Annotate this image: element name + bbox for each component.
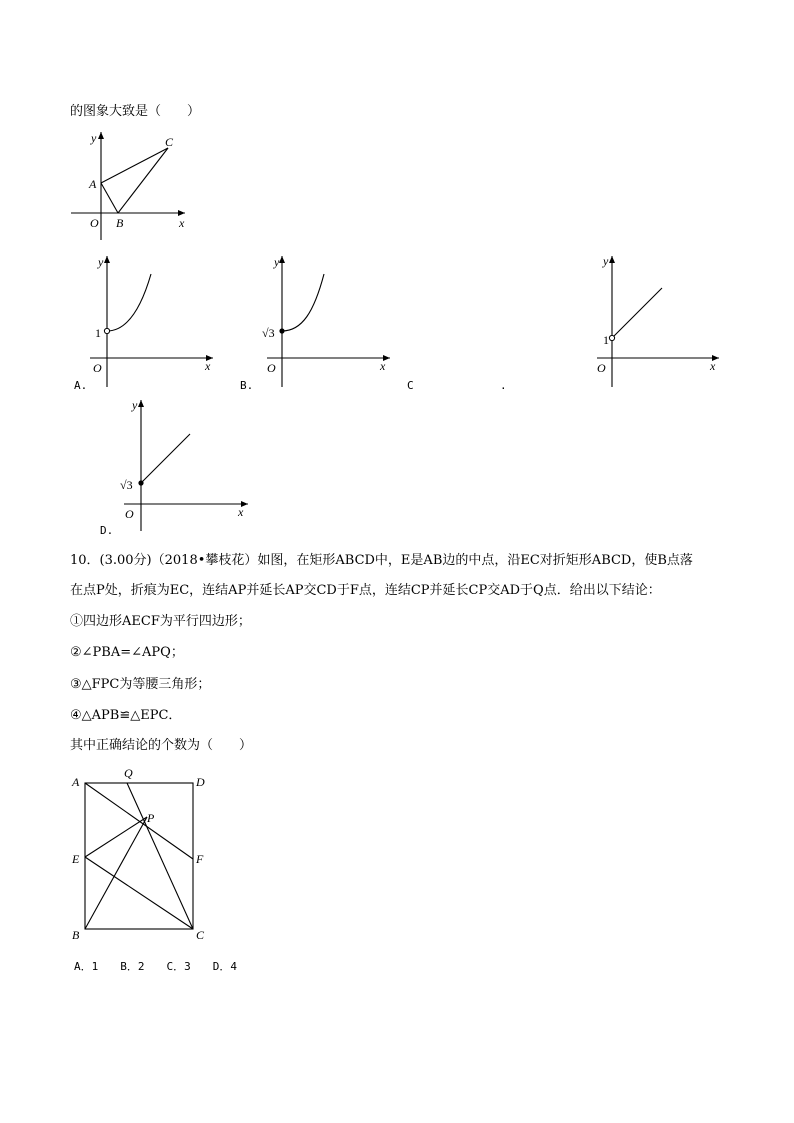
q10-answer-choices: A．1 B．2 C．3 D．4	[74, 960, 237, 973]
q10-fig-point-f: F	[196, 852, 204, 866]
q10-fig-point-q: Q	[124, 766, 133, 780]
q9-fig-point-c: C	[165, 135, 174, 149]
option-c-x-label: x	[710, 359, 716, 373]
option-c-graph	[595, 252, 725, 387]
q10-conclusion-4: ④△APB≌△EPC．	[70, 708, 182, 723]
option-a-x-label: x	[205, 359, 211, 373]
q10-conclusion-3: ③△FPC为等腰三角形；	[70, 677, 211, 692]
option-b-x-label: x	[380, 359, 386, 373]
option-d-graph	[120, 396, 255, 531]
q9-fig-origin-label: O	[90, 216, 99, 230]
option-c-dot: .	[500, 379, 507, 392]
q10-fig-point-a: A	[72, 775, 80, 789]
option-c-letter: C	[407, 379, 414, 392]
option-c-intercept-label: 1	[603, 333, 609, 347]
option-b-intercept-label: √3	[262, 326, 275, 340]
q9-fig-y-label: y	[91, 131, 97, 145]
option-c-origin-label: O	[597, 361, 606, 375]
q9-fig-point-b: B	[116, 216, 124, 230]
q10-stem-line-1: 10．(3.00分)（2018•攀枝花）如图，在矩形ABCD中，E是AB边的中点，沿EC对折矩形ABCD，使B点落	[70, 553, 693, 568]
option-b-letter: B.	[240, 379, 254, 392]
q9-triangle-figure	[65, 128, 195, 238]
option-a-origin-label: O	[93, 361, 102, 375]
option-a-y-label: y	[98, 255, 104, 269]
option-b-origin-label: O	[267, 361, 276, 375]
option-b-graph	[262, 252, 392, 387]
option-d-origin-label: O	[125, 507, 134, 521]
option-d-x-label: x	[238, 505, 244, 519]
option-a-intercept-label: 1	[95, 326, 101, 340]
q10-conclusion-2: ②∠PBA=∠APQ；	[70, 645, 184, 660]
q9-fig-x-label: x	[179, 216, 185, 230]
q10-fig-point-p: P	[147, 811, 155, 825]
q9-fig-point-a: A	[89, 177, 97, 191]
option-d-letter: D.	[100, 524, 114, 537]
q10-question: 其中正确结论的个数为（ ）	[70, 738, 253, 753]
q10-fig-point-b: B	[72, 928, 80, 942]
q10-rectangle-figure	[65, 765, 215, 945]
q10-fig-point-e: E	[72, 852, 80, 866]
option-b-y-label: y	[274, 255, 280, 269]
option-d-intercept-label: √3	[120, 478, 133, 492]
q10-fig-point-c: C	[196, 928, 205, 942]
option-a-graph	[85, 252, 215, 387]
option-a-letter: A.	[74, 379, 88, 392]
q10-fig-point-d: D	[196, 775, 205, 789]
q9-stem-tail: 的图象大致是（ ）	[70, 104, 201, 119]
option-c-y-label: y	[603, 254, 609, 268]
q10-stem-line-2: 在点P处，折痕为EC，连结AP并延长AP交CD于F点，连结CP并延长CP交AD于Q点．给出以下结论：	[70, 583, 661, 598]
q10-conclusion-1: ①四边形AECF为平行四边形；	[70, 614, 251, 629]
option-d-y-label: y	[132, 398, 138, 412]
